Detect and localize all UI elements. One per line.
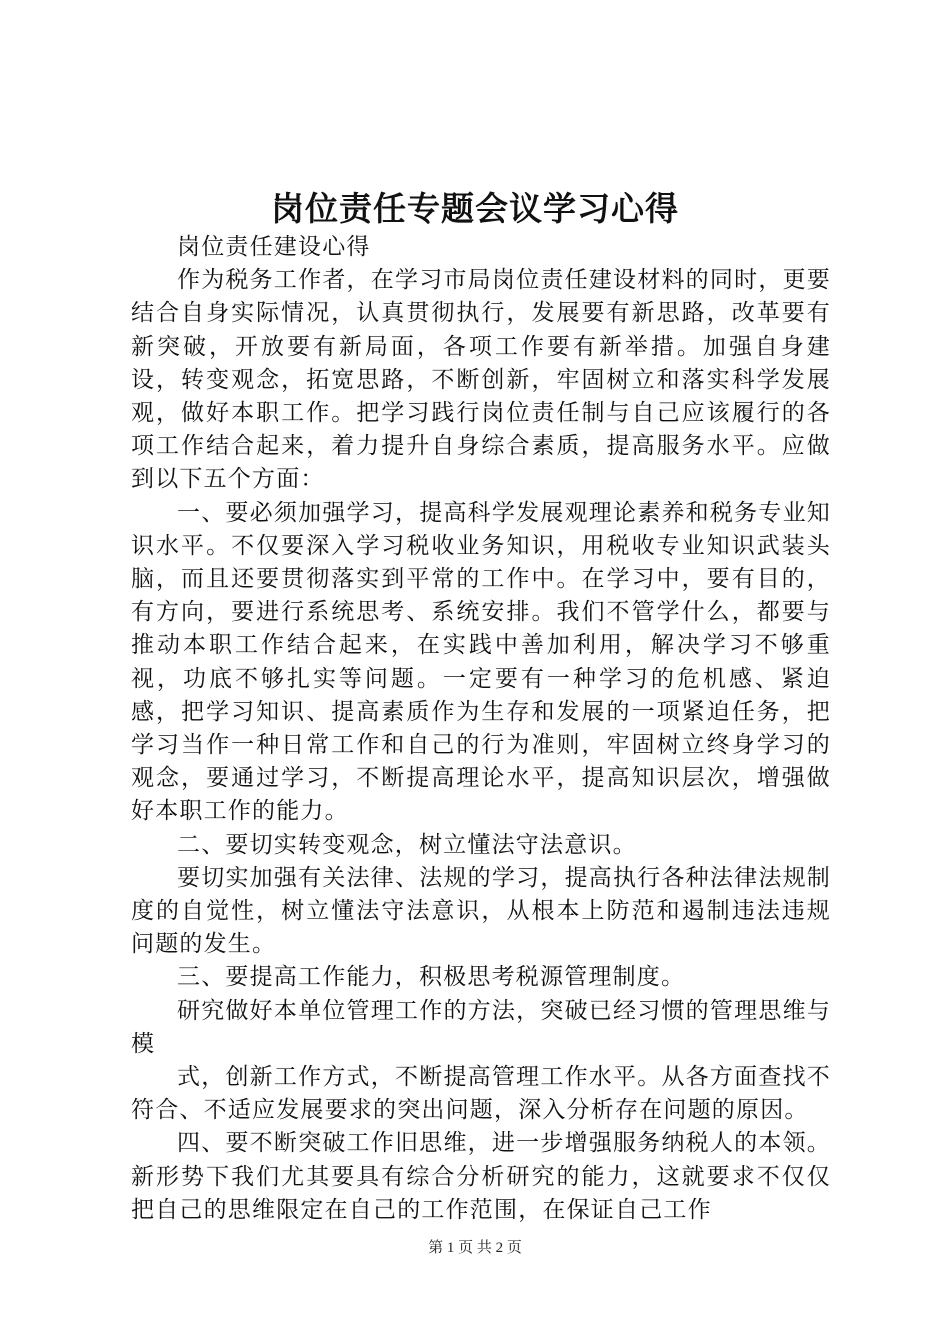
paragraph-point-one: 一、要必须加强学习，提高科学发展观理论素养和税务专业知识水平。不仅要深入学习税收业务知识，用税收专业知识武装头脑，而且还要贯彻落实到平常的工作中。在学习中，要有目的，有方向，要进行系统思考、系统安排。我们不管学什么，都要与推动本职工作结合起来，在实践中善加利用，解决学习不够重视，功底不够扎实等问题。一定要有一种学习的危机感、紧迫感，把学习知识、提高素质作为生存和发展的一项紧迫任务，把学习当作一种日常工作和自己的行为准则，牢固树立终身学习的观念，要通过学习，不断提高理论水平，提高知识层次，增强做好本职工作的能力。	[131, 499, 831, 825]
paragraph-point-three-body-start: 研究做好本单位管理工作的方法，突破已经习惯的管理思维与模	[131, 997, 831, 1057]
paragraph-point-three-body-continued: 式，创新工作方式，不断提高管理工作水平。从各方面查找不符合、不适应发展要求的突出问题，深入分析存在问题的原因。	[131, 1064, 831, 1124]
document-title: 岗位责任专题会议学习心得	[271, 189, 679, 228]
paragraph-point-two-heading: 二、要切实转变观念，树立懂法守法意识。	[177, 831, 637, 858]
paragraph-point-three-heading: 三、要提高工作能力，积极思考税源管理制度。	[177, 964, 686, 991]
paragraph-subtitle: 岗位责任建设心得	[177, 234, 371, 260]
paragraph-point-four: 四、要不断突破工作旧思维，进一步增强服务纳税人的本领。新形势下我们尤其要具有综合分析研究的能力，这就要求不仅仅把自己的思维限定在自己的工作范围，在保证自己工作	[131, 1130, 831, 1223]
paragraph-intro: 作为税务工作者，在学习市局岗位责任建设材料的同时，更要结合自身实际情况，认真贯彻执行，发展要有新思路，改革要有新突破，开放要有新局面，各项工作要有新举措。加强自身建设，转变观念，拓宽思路，不断创新，牢固树立和落实科学发展观，做好本职工作。把学习践行岗位责任制与自己应该履行的各项工作结合起来，着力提升自身综合素质，提高服务水平。应做到以下五个方面：	[131, 267, 831, 493]
page-number-footer: 第 1 页 共 2 页	[428, 1240, 522, 1256]
document-body	[131, 231, 831, 1227]
paragraph-point-two-body: 要切实加强有关法律、法规的学习，提高执行各种法律法规制度的自觉性，树立懂法守法意识，从根本上防范和遏制违法违规问题的发生。	[131, 864, 831, 958]
